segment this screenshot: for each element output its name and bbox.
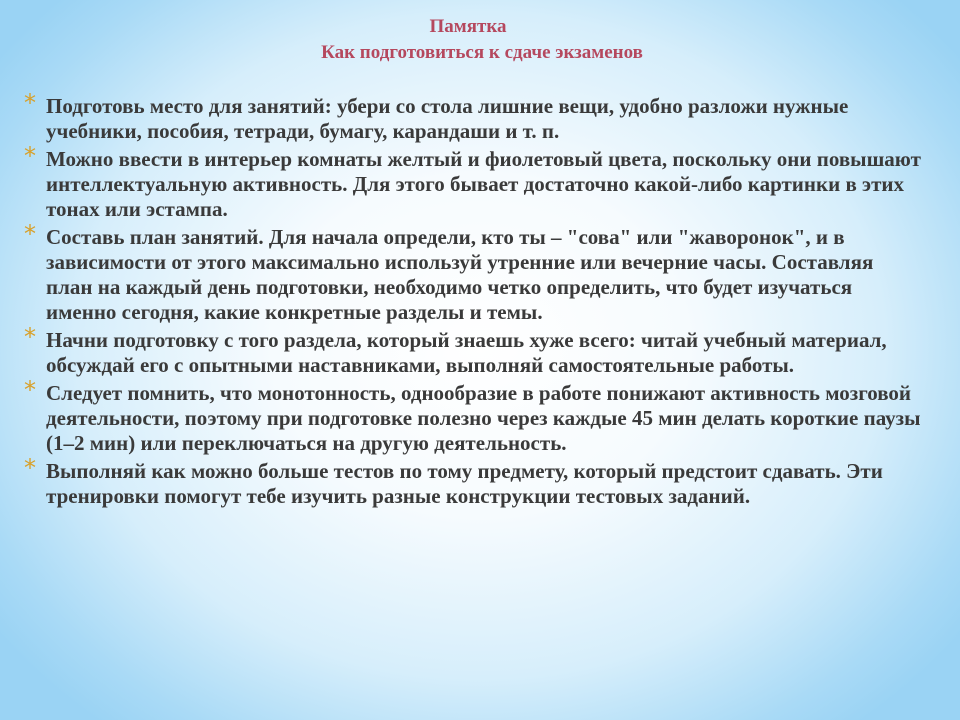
list-item-text: Начни подготовку с того раздела, который знаешь хуже всего: читай учебный материал, обсуждай его с опытными наставниками, выполняй самостоятельные работы. xyxy=(46,328,887,377)
asterisk-bullet-icon: * xyxy=(24,454,36,482)
title-block xyxy=(0,14,960,66)
list-item xyxy=(22,323,922,378)
list-item xyxy=(22,454,922,509)
asterisk-bullet-icon: * xyxy=(24,89,36,117)
bullet-list xyxy=(22,89,922,512)
list-item-text: Составь план занятий. Для начала определи, кто ты – "сова" или "жаворонок", и в зависимости от этого максимально используй утренние или вечерние часы. Составляя план на каждый день подготовки, необходимо четко определить, что будет изучаться именно сегодня, какие конкретные разделы и темы. xyxy=(46,225,874,324)
page-subtitle: Как подготовиться к сдаче экзаменов xyxy=(321,42,643,63)
list-item-text: Выполняй как можно больше тестов по тому предмету, который предстоит сдавать. Эти тренировки помогут тебе изучить разные конструкции тестовых заданий. xyxy=(46,459,883,508)
list-item-text: Подготовь место для занятий: убери со стола лишние вещи, удобно разложи нужные учебники, пособия, тетради, бумагу, карандаши и т. п. xyxy=(46,94,849,143)
list-item xyxy=(22,376,922,456)
asterisk-bullet-icon: * xyxy=(24,142,36,170)
list-item xyxy=(22,142,922,222)
page-title: Памятка xyxy=(429,16,507,37)
list-item xyxy=(22,220,922,325)
asterisk-bullet-icon: * xyxy=(24,376,36,404)
list-item-text: Следует помнить, что монотонность, однообразие в работе понижают активность мозговой деятельности, поэтому при подготовке полезно через каждые 45 мин делать короткие паузы (1–2 мин) или переключаться на другую деятельность. xyxy=(46,381,921,455)
list-item xyxy=(22,89,922,144)
asterisk-bullet-icon: * xyxy=(24,323,36,351)
list-item-text: Можно ввести в интерьер комнаты желтый и фиолетовый цвета, поскольку они повышают интеллектуальную активность. Для этого бывает достаточно какой-либо картинки в этих тонах или эстампа. xyxy=(46,147,921,221)
asterisk-bullet-icon: * xyxy=(24,220,36,248)
